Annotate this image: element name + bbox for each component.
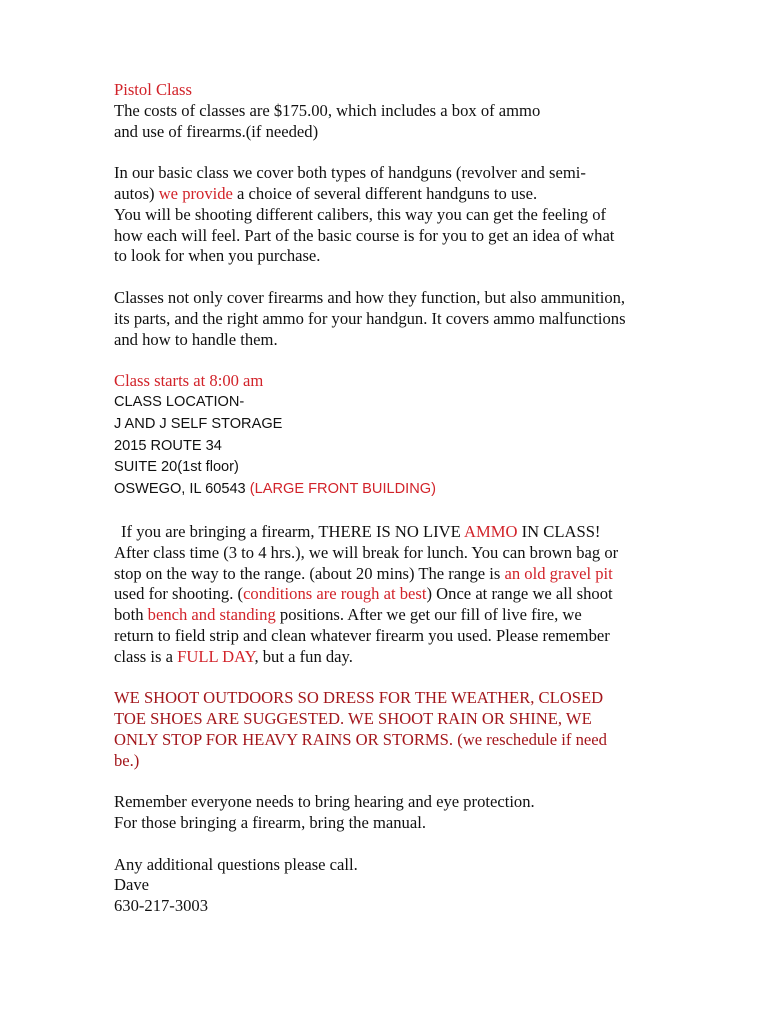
basic-line-1: In our basic class we cover both types of handguns (revolver and semi-: [114, 163, 586, 183]
basic-line-3: You will be shooting different calibers, this way you can get the feeling of: [114, 204, 607, 224]
coverage-section: [114, 288, 674, 350]
firearm-line-7: [114, 647, 674, 668]
basic-class-section: [114, 163, 674, 267]
basic-line-2-a: autos): [114, 183, 159, 203]
contact-section: [114, 855, 674, 917]
page-title: Pistol Class: [114, 80, 192, 99]
location-city: [114, 479, 674, 501]
cover-line-3: and how to handle them.: [114, 329, 278, 349]
location-name: J AND J SELF STORAGE: [114, 415, 283, 432]
firearm-line-4-a: used for shooting. (: [114, 584, 244, 604]
contact-name: Dave: [114, 875, 150, 895]
basic-line-2-c: a choice of several different handguns to use.: [232, 183, 538, 203]
contact-line: Any additional questions please call.: [114, 854, 358, 874]
location-street: 2015 ROUTE 34: [114, 437, 222, 454]
firearm-section: [114, 522, 674, 668]
gravel-pit-highlight: an old gravel pit: [504, 563, 613, 583]
weather-line-1: WE SHOOT OUTDOORS SO DRESS FOR THE WEATHER, CLOSED: [114, 688, 604, 708]
basic-line-4: how each will feel. Part of the basic course is for you to get an idea of what: [114, 225, 615, 245]
firearm-line-4: [114, 584, 674, 605]
firearm-line-5-c: positions. After we get our fill of live fire, we: [275, 605, 582, 625]
firearm-line-2: After class time (3 to 4 hrs.), we will break for lunch. You can brown bag or: [114, 542, 619, 562]
firearm-line-3: [114, 564, 674, 585]
full-day-highlight: FULL DAY: [177, 646, 255, 666]
weather-notice: [114, 688, 674, 771]
firearm-line-7-c: , but a fun day.: [254, 646, 353, 666]
cover-line-2: its parts, and the right ammo for your handgun. It covers ammo malfunctions: [114, 308, 626, 328]
reminder-line-2: For those bringing a firearm, bring the manual.: [114, 813, 426, 833]
intro-section: [114, 80, 674, 142]
ammo-highlight: AMMO: [464, 521, 518, 541]
firearm-line-1: [114, 522, 674, 543]
weather-line-2: TOE SHOES ARE SUGGESTED. WE SHOOT RAIN OR SHINE, WE: [114, 709, 592, 729]
document-page: [114, 80, 674, 938]
basic-line-5: to look for when you purchase.: [114, 246, 321, 266]
firearm-line-1-a: If you are bringing a firearm, THERE IS NO LIVE: [121, 521, 464, 541]
location-heading: CLASS LOCATION-: [114, 393, 245, 410]
firearm-line-7-a: class is a: [114, 646, 178, 666]
reminder-section: [114, 792, 674, 834]
location-city-text: OSWEGO, IL 60543: [114, 481, 250, 498]
bench-standing-highlight: bench and standing: [147, 605, 276, 625]
cover-line-1: Classes not only cover firearms and how they function, but also ammunition,: [114, 287, 626, 307]
we-provide-highlight: we provide: [158, 183, 233, 203]
weather-line-4: be.): [114, 750, 140, 770]
firearm-line-5-a: both: [114, 605, 148, 625]
firearm-line-1-c: IN CLASS!: [517, 521, 601, 541]
firearm-line-4-c: ) Once at range we all shoot: [426, 584, 613, 604]
location-section: [114, 371, 674, 501]
firearm-line-3-a: stop on the way to the range. (about 20 mins) The range is: [114, 563, 505, 583]
class-start-time: Class starts at 8:00 am: [114, 371, 264, 391]
cost-line-1: The costs of classes are $175.00, which includes a box of ammo: [114, 100, 541, 120]
basic-line-2: [114, 184, 674, 205]
contact-phone: 630-217-3003: [114, 896, 209, 916]
conditions-highlight: conditions are rough at best: [243, 584, 427, 604]
location-note: (LARGE FRONT BUILDING): [249, 481, 436, 498]
reminder-line-1: Remember everyone needs to bring hearing and eye protection.: [114, 792, 535, 812]
cost-line-2: and use of firearms.(if needed): [114, 121, 319, 141]
weather-line-3: ONLY STOP FOR HEAVY RAINS OR STORMS. (we reschedule if need: [114, 729, 607, 749]
firearm-line-5: [114, 605, 674, 626]
firearm-line-6: return to field strip and clean whatever firearm you used. Please remember: [114, 625, 610, 645]
location-suite: SUITE 20(1st floor): [114, 459, 239, 476]
